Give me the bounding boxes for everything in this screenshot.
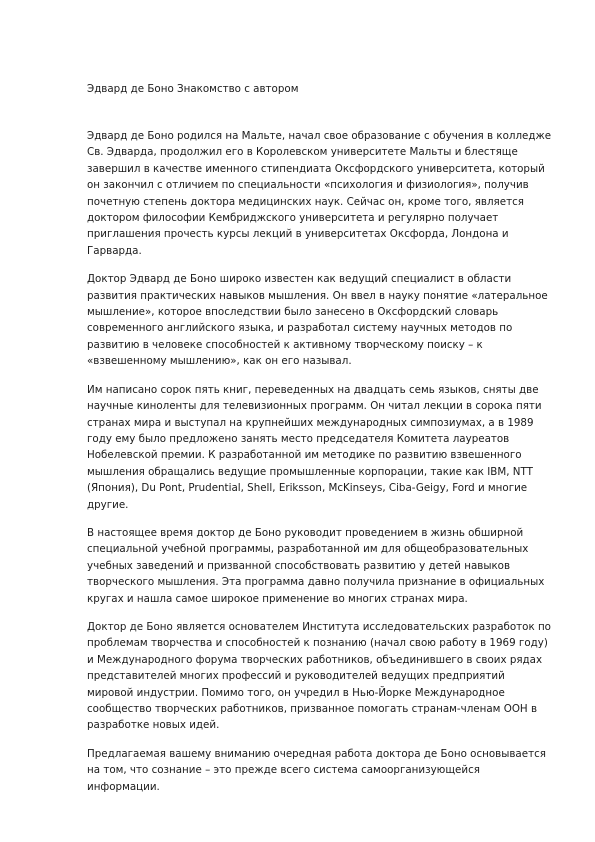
- paragraph-birth-education: Эдвард де Боно родился на Мальте, начал свое образование с обучения в колледже Св. Эдварда, продолжил его в Королевском университете Мальты и блестяще завершил в качестве именного стипендиата Оксфордского университета, который он закончил с отличием по специальности «психология и физиология», получив почетную степень доктора медицинских наук. Сейчас он, кроме того, является доктором философии Кембриджского университета и регулярно получает приглашения прочесть курсы лекций в университетах Оксфорда, Лондона и Гарварда.: [87, 130, 552, 257]
- document-page: [87, 80, 553, 807]
- document-body: [87, 128, 553, 795]
- paragraph-current-work: Предлагаемая вашему вниманию очередная работа доктора де Боно основывается на том, что сознание – это прежде всего система самоорганизующейся информации.: [87, 747, 546, 793]
- document-title: Эдвард де Боно Знакомство с автором: [87, 83, 299, 95]
- paragraph-school-program: В настоящее время доктор де Боно руководит проведением в жизнь обширной специальной учебной программы, разработанной им для общеобразовательных учебных заведений и призванной способствовать развитию у детей навыков творческого мышления. Эта программа давно получила признание в официальных кругах и нашла самое широкое применение во многих странах мира.: [87, 526, 545, 605]
- paragraph-institute-founder: Доктор де Боно является основателем Института исследовательских разработок по проблемам творчества и способностей к познанию (начал свою работу в 1969 году) и Международного форума творческих работников, объединившего в своих рядах представителей многих профессий и руководителей ведущих предприятий мировой индустрии. Помимо того, он учредил в Нью-Йорке Международное сообщество творческих работников, призванное помогать странам-членам ООН в разработке новых идей.: [87, 620, 551, 732]
- paragraph-books-lectures: Им написано сорок пять книг, переведенных на двадцать семь языков, сняты две научные киноленты для телевизионных программ. Он читал лекции в сорока пяти странах мира и выступал на крупнейших международных симпозиумах, а в 1989 году ему было предложено занять место председателя Комитета лауреатов Нобелевской премии. К разработанной им методике по развитию взвешенного мышления обращались ведущие промышленные корпорации, такие как IBM, NTT (Япония), Du Pont, Prudential, Shell, Eriksson, McKinseys, Ciba-Geigy, Ford и многие другие.: [87, 383, 542, 511]
- paragraph-lateral-thinking: Доктор Эдвард де Боно широко известен как ведущий специалист в области развития практических навыков мышления. Он ввел в науку понятие «латеральное мышление», которое впоследствии было занесено в Оксфордский словарь современного английского языка, и разработал систему научных методов по развитию в человеке способностей к активному творческому поиску – к «взвешенному мышлению», как он его называл.: [87, 273, 548, 368]
